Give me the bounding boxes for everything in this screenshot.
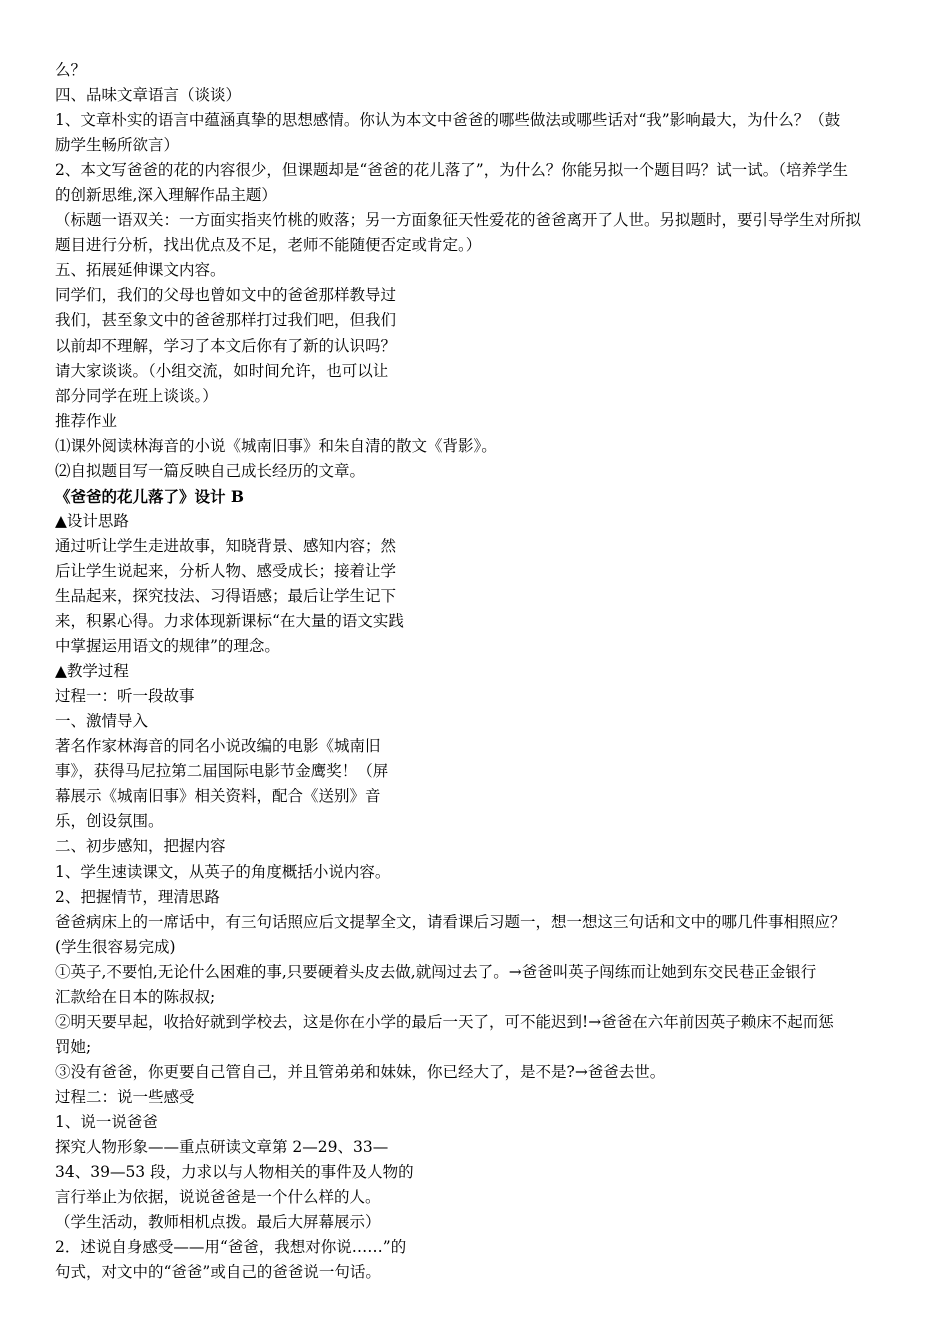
text-line: 推荐作业 <box>55 411 118 430</box>
text-line: 通过听让学生走进故事，知晓背景、感知内容；然 <box>55 536 397 555</box>
text-line: 34、39—53 段，力求以与人物相关的事件及人物的 <box>55 1163 414 1182</box>
text-line: 事》，获得马尼拉第二届国际电影节金鹰奖！（屏 <box>55 762 389 781</box>
text-line: 言行举止为依据，说说爸爸是一个什么样的人。 <box>55 1188 381 1207</box>
section-title: 《爸爸的花儿落了》设计 B <box>55 486 244 506</box>
text-line: 二、初步感知，把握内容 <box>55 837 226 856</box>
text-line: 生品起来，探究技法、习得语感；最后让学生记下 <box>55 586 397 605</box>
text-line: ②明天要早起，收拾好就到学校去，这是你在小学的最后一天了，可不能迟到!→爸爸在六年前因英子赖床不起而惩 <box>55 1012 834 1031</box>
text-line: 过程一：听一段故事 <box>55 687 195 706</box>
text-line: 汇款给在日本的陈叔叔; <box>55 987 216 1006</box>
text-line: 四、品味文章语言（谈谈） <box>55 86 242 105</box>
text-line: ⑴课外阅读林海音的小说《城南旧事》和朱自清的散文《背影》。 <box>55 436 497 455</box>
text-line: 著名作家林海音的同名小说改编的电影《城南旧 <box>55 737 381 756</box>
text-line: 我们，甚至象文中的爸爸那样打过我们吧，但我们 <box>55 311 397 330</box>
text-line: 探究人物形象——重点研读文章第 2—29、33— <box>55 1138 389 1157</box>
text-line: ▲设计思路 <box>55 511 129 530</box>
text-line: 句式，对文中的“爸爸”或自己的爸爸说一句话。 <box>55 1263 381 1282</box>
text-line: ▲教学过程 <box>55 662 129 681</box>
text-line: ③没有爸爸，你更要自己管自己，并且管弟弟和妹妹，你已经大了，是不是?→爸爸去世。 <box>55 1062 666 1081</box>
text-line: 请大家谈谈。（小组交流，如时间允许，也可以让 <box>55 361 389 380</box>
text-line: 题目进行分析，找出优点及不足，老师不能随便否定或肯定。） <box>55 236 482 255</box>
text-line: 1、说一说爸爸 <box>55 1112 158 1131</box>
text-line: 过程二：说一些感受 <box>55 1087 195 1106</box>
text-line: ①英子,不要怕,无论什么困难的事,只要硬着头皮去做,就闯过去了。→爸爸叫英子闯练而让她到东交民巷正金银行 <box>55 962 817 981</box>
text-line: 中掌握运用语文的规律”的理念。 <box>55 637 280 656</box>
text-line: 爸爸病床上的一席话中，有三句话照应后文提挈全文，请看课后习题一，想一想这三句话和文中的哪几件事相照应？ <box>55 912 846 931</box>
text-line: 幕展示《城南旧事》相关资料，配合《送别》音 <box>55 787 381 806</box>
text-line: 五、拓展延伸课文内容。 <box>55 261 226 280</box>
text-line: （学生活动，教师相机点拨。最后大屏幕展示） <box>55 1213 381 1232</box>
text-line: 以前却不理解，学习了本文后你有了新的认识吗？ <box>55 336 397 355</box>
text-line: 2、本文写爸爸的花的内容很少，但课题却是“爸爸的花儿落了”，为什么？你能另拟一个题目吗？试一试。（培养学生 <box>55 161 848 180</box>
text-line: 励学生畅所欲言） <box>55 136 180 155</box>
text-line: 的创新思维,深入理解作品主题） <box>55 186 277 205</box>
text-line: 么？ <box>55 61 87 79</box>
document-page <box>55 58 900 1285</box>
text-line: 2、把握情节，理清思路 <box>55 887 220 906</box>
text-line: 同学们，我们的父母也曾如文中的爸爸那样教导过 <box>55 286 397 305</box>
text-line: ⑵自拟题目写一篇反映自己成长经历的文章。 <box>55 461 366 480</box>
text-line: 1、文章朴实的语言中蕴涵真挚的思想感情。你认为本文中爸爸的哪些做法或哪些话对“我”影响最大，为什么？（鼓 <box>55 111 841 130</box>
text-line: 2．述说自身感受——用“爸爸，我想对你说……”的 <box>55 1238 407 1257</box>
text-line: 来，积累心得。力求体现新课标“在大量的语文实践 <box>55 612 404 631</box>
text-line: （标题一语双关：一方面实指夹竹桃的败落；另一方面象征天性爱花的爸爸离开了人世。另拟题时，要引导学生对所拟 <box>55 211 862 230</box>
text-line: (学生很容易完成) <box>55 937 176 956</box>
text-line: 部分同学在班上谈谈。） <box>55 386 218 405</box>
text-line: 后让学生说起来，分析人物、感受成长；接着让学 <box>55 561 397 580</box>
text-line: 乐，创设氛围。 <box>55 812 164 831</box>
text-line: 1、学生速读课文，从英子的角度概括小说内容。 <box>55 862 391 881</box>
text-line: 罚她; <box>55 1037 92 1056</box>
text-line: 一、激情导入 <box>55 712 149 731</box>
